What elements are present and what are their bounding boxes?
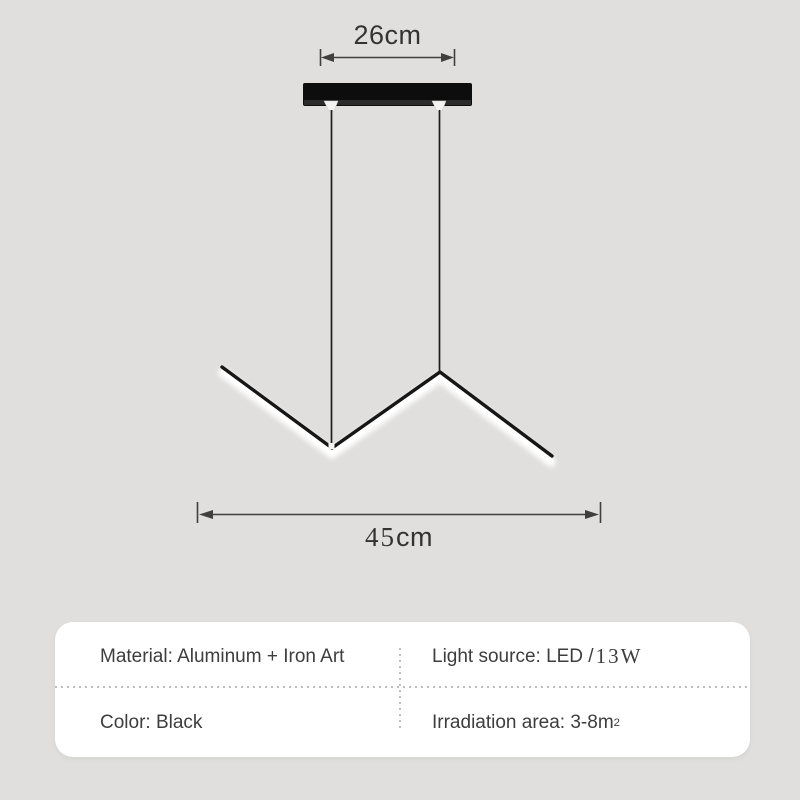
bottom-dimension-unit: cm <box>396 522 433 552</box>
spec-light-source <box>432 624 732 689</box>
product-spec-card <box>55 622 750 757</box>
spec-irradiation-area: Irradiation area: 3-8m 2 <box>432 711 620 733</box>
top-dimension-label: 26cm <box>353 20 422 50</box>
top-dimension-arrow <box>321 49 455 66</box>
spec-light-source-wattage: 13W <box>595 644 643 668</box>
bottom-dimension-arrow <box>198 502 601 523</box>
spec-color: Color: Black <box>100 711 203 733</box>
vertical-dotted-divider <box>399 648 401 728</box>
spec-light-source-prefix: Light source: LED / <box>432 645 594 667</box>
valley-wire-joint <box>329 443 335 449</box>
bottom-dimension-label <box>197 522 601 553</box>
spec-irradiation-prefix: Irradiation area: 3-8m <box>432 711 614 733</box>
spec-material: Material: Aluminum + Iron Art <box>100 645 345 667</box>
bottom-dimension-value: 45 <box>365 522 396 552</box>
